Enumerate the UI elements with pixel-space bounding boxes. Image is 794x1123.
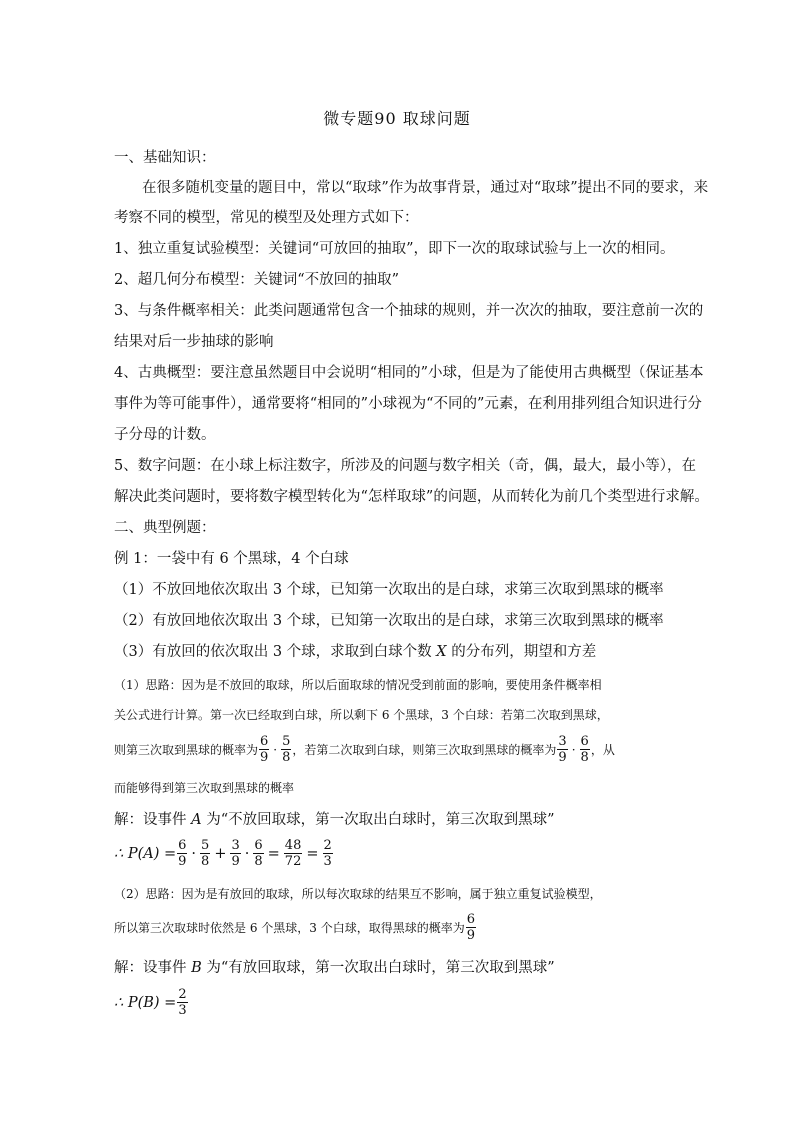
- think-1-line-3-b: ，若第二次取到白球，则第三次取到黑球的概率为: [292, 742, 557, 757]
- fraction-6-9: $\frac{6}{9}$: [466, 912, 475, 943]
- p-a-lhs: ∴ P(A) =: [114, 845, 177, 862]
- item-4-line-1: 4、古典概型：要注意虽然题目中会说明“相同的”小球，但是为了能使用古典概型（保证基本: [114, 365, 704, 381]
- item-4-line-3: 子分母的计数。: [114, 427, 216, 443]
- item-4-line-2: 事件为等可能事件），通常要将“相同的”小球视为“不同的”元素，在利用排列组合知识进行分: [114, 396, 702, 412]
- item-2: 2、超几何分布模型：关键词“不放回的抽取”: [114, 272, 400, 288]
- solution-2-equation: [114, 987, 189, 1018]
- fraction-6-8: $\frac{6}{8}$: [580, 734, 589, 765]
- think-1-line-3-a: 则第三次取到黑球的概率为: [114, 742, 259, 757]
- think-1-line-3: 则第三次取到黑球的概率为 $\frac{6}{9}$ · $\frac{5}{8}$ ，若第二次取到白球，则第三次取到黑球的概率为 $\frac{3}{9}$ · $\frac{6}{8}$ ，从: [114, 734, 615, 765]
- fraction-5-8: $\frac{5}{8}$: [201, 838, 210, 869]
- fraction-48-72: $\frac{48}{72}$: [284, 838, 302, 869]
- item-5-line-1: 5、数字问题：在小球上标注数字，所涉及的问题与数字相关（奇，偶，最大，最小等），在: [114, 458, 696, 474]
- section1-heading: 一、基础知识：: [114, 150, 216, 166]
- question-3-post: 的分布列，期望和方差: [446, 644, 597, 660]
- think-1-line-4: 而能够得到第三次取到黑球的概率: [114, 781, 295, 795]
- think-1-line-1: （1）思路：因为是不放回的取球，所以后面取球的情况受到前面的影响，要使用条件概率相: [114, 678, 602, 692]
- example-1: 例 1：一袋中有 6 个黑球，4 个白球: [114, 551, 349, 567]
- solution-2-statement: 解：设事件 B 为“有放回取球，第一次取出白球时，第三次取到黑球”: [114, 960, 555, 976]
- event-b: B: [191, 960, 202, 976]
- fraction-6-9: $\frac{6}{9}$: [178, 838, 187, 869]
- think-1-line-2: 关公式进行计算。第一次已经取到白球，所以剩下 6 个黑球，3 个白球：若第二次取到黑球，: [114, 708, 609, 722]
- event-a: A: [191, 812, 202, 828]
- p-b-lhs: ∴ P(B) =: [114, 994, 177, 1011]
- item-3-line-1: 3、与条件概率相关：此类问题通常包含一个抽球的规则，并一次次的抽取，要注意前一次的: [114, 303, 704, 319]
- think-1-line-3-c: ，从: [590, 742, 615, 757]
- section2-heading: 二、典型例题：: [114, 520, 216, 536]
- fraction-3-9: $\frac{3}{9}$: [231, 838, 240, 869]
- intro-line-1: 在很多随机变量的题目中，常以“取球”作为故事背景，通过对“取球”提出不同的要求，来: [142, 180, 709, 196]
- question-2: （2）有放回地依次取出 3 个球，已知第一次取出的是白球，求第三次取到黑球的概率: [114, 613, 664, 629]
- item-1: 1、独立重复试验模型：关键词“可放回的抽取”，即下一次的取球试验与上一次的相同。: [114, 241, 675, 257]
- question-1: （1）不放回地依次取出 3 个球，已知第一次取出的是白球，求第三次取到黑球的概率: [114, 582, 664, 598]
- fraction-5-8: $\frac{5}{8}$: [282, 734, 291, 765]
- fraction-6-8: $\frac{6}{8}$: [254, 838, 263, 869]
- intro-line-2: 考察不同的模型，常见的模型及处理方式如下：: [114, 210, 419, 226]
- random-variable-x: X: [436, 644, 447, 660]
- fraction-6-9: $\frac{6}{9}$: [260, 734, 269, 765]
- solution-1-equation: ∴ P(A) = $\frac{6}{9}$ · $\frac{5}{8}$ + $\frac{3}{9}$ · $\frac{6}{8}$ = $\frac{48}{72}$ = $\frac{2}{3}$: [114, 838, 332, 869]
- fraction-3-9: $\frac{3}{9}$: [558, 734, 567, 765]
- think-2-line-2: 所以第三次取球时依然是 6 个黑球，3 个白球，取得黑球的概率为 $\frac{6}{9}$: [114, 912, 475, 943]
- item-5-line-2: 解决此类问题时，要将数字模型转化为“怎样取球”的问题，从而转化为前几个类型进行求解。: [114, 489, 709, 505]
- item-3-line-2: 结果对后一步抽球的影响: [114, 334, 274, 350]
- think-2-line-1: （2）思路：因为是有放回的取球，所以每次取球的结果互不影响，属于独立重复试验模型，: [114, 887, 602, 901]
- question-3: [114, 642, 596, 662]
- question-3-pre: （3）有放回的依次取出 3 个球，求取到白球个数: [114, 644, 437, 660]
- fraction-2-3: $\frac{2}{3}$: [178, 987, 187, 1018]
- page-title: 微专题90 取球问题: [323, 109, 471, 128]
- fraction-2-3: $\frac{2}{3}$: [323, 838, 332, 869]
- solution-1-statement: 解：设事件 A 为“不放回取球，第一次取出白球时，第三次取到黑球”: [114, 812, 555, 828]
